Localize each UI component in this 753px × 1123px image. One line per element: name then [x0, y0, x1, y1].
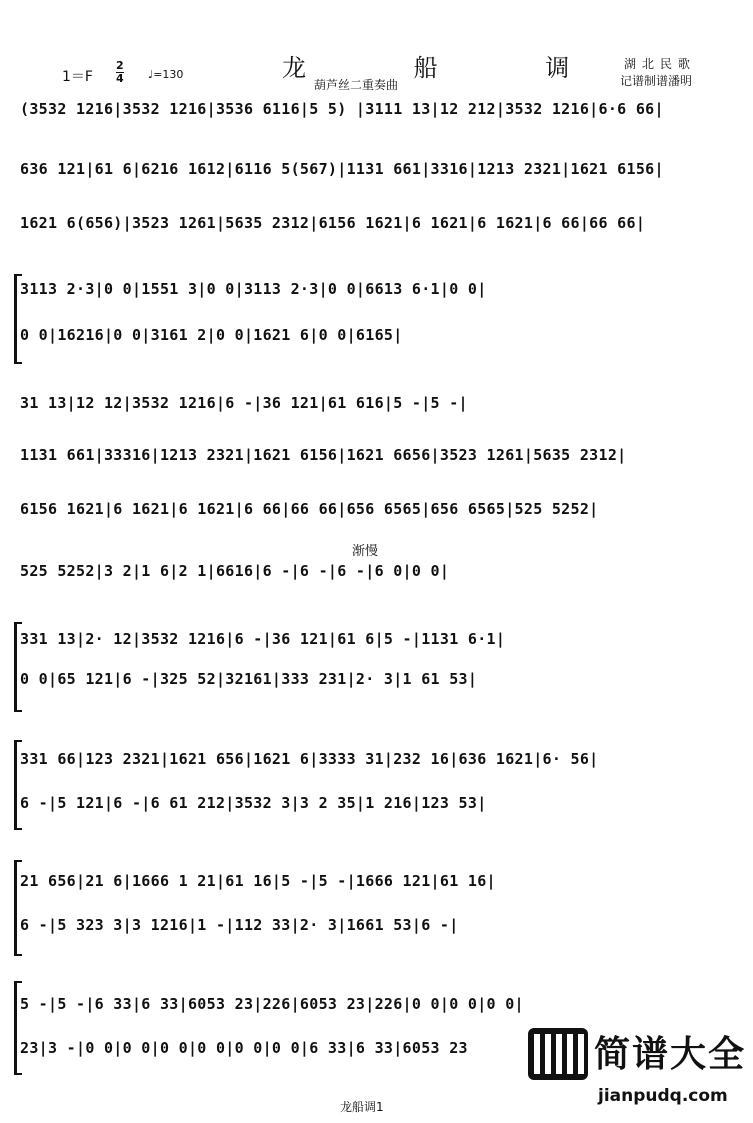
notation-text: 6 -|5 323 3|3 1216|1 -|112 33|2· 3|1661 53|6 -|	[20, 916, 459, 934]
notation-text: 31 13|12 12|3532 1216|6 -|36 121|61 616|5 -|5 -|	[20, 394, 468, 412]
notation-text: 21 656|21 6|1666 1 21|61 16|5 -|5 -|1666 121|61 16|	[20, 872, 496, 890]
watermark-url: jianpudq.com	[598, 1086, 728, 1106]
watermark-logo	[528, 1020, 750, 1120]
credit-label: 记谱制谱潘明	[620, 74, 693, 88]
meter-top: 2	[116, 59, 124, 72]
notation-text: 6 -|5 121|6 -|6 61 212|3532 3|3 2 35|1 216|123 53|	[20, 794, 487, 812]
key-signature: 1＝F	[62, 69, 93, 85]
notation-text: 6156 1621|6 1621|6 1621|6 66|66 66|656 6565|656 6565|525 5252|	[20, 500, 599, 518]
notation-text: 1621 6(656)|3523 1261|5635 2312|6156 1621|6 1621|6 1621|6 66|66 66|	[20, 214, 646, 232]
notation-text: 0 0|65 121|6 -|325 52|32161|333 231|2· 3|1 61 53|	[20, 670, 478, 688]
notation-text: 331 66|123 2321|1621 656|1621 6|3333 31|232 16|636 1621|6· 56|	[20, 750, 599, 768]
page-footer: 龙船调1	[340, 1100, 384, 1114]
notation-text: 331 13|2· 12|3532 1216|6 -|36 121|61 6|5 -|1131 6·1|	[20, 630, 506, 648]
notation-text: 5 -|5 -|6 33|6 33|6053 23|226|6053 23|226|0 0|0 0|0 0|	[20, 995, 524, 1013]
time-signature	[116, 60, 124, 85]
meter-bottom: 4	[116, 72, 124, 85]
notation-text: 1131 661|33316|1213 2321|1621 6156|1621 6656|3523 1261|5635 2312|	[20, 446, 627, 464]
tempo-mark: ♩=130	[148, 68, 184, 81]
subtitle: 葫芦丝二重奏曲	[314, 78, 399, 92]
piano-icon	[528, 1028, 588, 1080]
notation-text: 23|3 -|0 0|0 0|0 0|0 0|0 0|0 0|6 33|6 33|6053 23	[20, 1039, 468, 1057]
notation-text: 0 0|16216|0 0|3161 2|0 0|1621 6|0 0|6165|	[20, 326, 403, 344]
notation-text: (3532 1216|3532 1216|3536 6116|5 5) |3111 13|12 212|3532 1216|6·6 66|	[20, 100, 664, 118]
notation-text: 525 5252|3 2|1 6|2 1|6616|6 -|6 -|6 -|6 0|0 0|	[20, 562, 450, 580]
expression-mark: 渐慢	[352, 544, 379, 559]
notation-text: 3113 2·3|0 0|1551 3|0 0|3113 2·3|0 0|6613 6·1|0 0|	[20, 280, 487, 298]
watermark-name: 简谱大全	[594, 1034, 747, 1075]
origin-label: 湖北民歌	[624, 57, 697, 71]
notation-text: 636 121|61 6|6216 1612|6116 5(567)|1131 661|3316|1213 2321|1621 6156|	[20, 160, 664, 178]
page-title: 龙 船 调	[282, 54, 620, 82]
